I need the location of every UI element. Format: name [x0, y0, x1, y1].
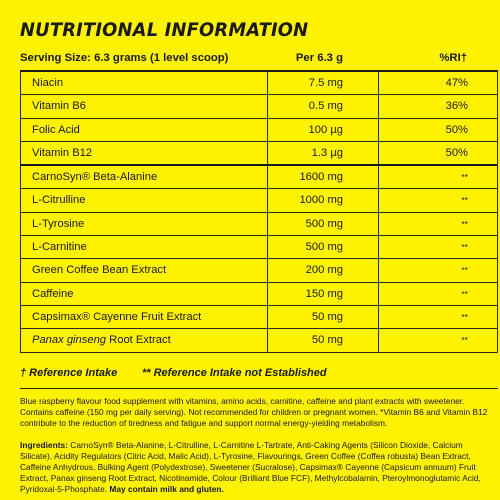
nutrition-panel — [20, 16, 498, 495]
allergen-warning: May contain milk and gluten. — [109, 483, 224, 494]
nutrient-name: Vitamin B6 — [32, 100, 86, 113]
ri-header: %RI† — [439, 52, 467, 64]
nutrient-amount: 1.3 µg — [311, 146, 343, 159]
ingredients-label: Ingredients: — [20, 439, 68, 450]
nutrient-name: L-Carnitine — [32, 241, 87, 254]
table-row — [20, 259, 498, 282]
nutrient-amount: 500 mg — [305, 241, 343, 254]
nutrient-name: Green Coffee Bean Extract — [32, 264, 167, 277]
nutrient-name-rest: Root Extract — [106, 334, 171, 347]
nutrient-ri: 50% — [445, 123, 468, 136]
nutrient-ri: ** — [461, 288, 468, 299]
nutrient-name-italic: Panax ginseng — [32, 334, 107, 347]
footnote-ri: † Reference Intake — [20, 366, 118, 379]
serving-size: Serving Size: 6.3 grams (1 level scoop) — [20, 52, 229, 64]
nutrient-amount: 200 mg — [305, 264, 343, 277]
nutrient-name: CarnoSyn® Beta-Alanine — [32, 171, 158, 184]
nutrient-amount: 500 mg — [305, 217, 343, 230]
table-row — [20, 95, 498, 118]
table-row — [20, 213, 498, 236]
panel-title: NUTRITIONAL INFORMATION — [20, 19, 309, 41]
nutrient-amount: 50 mg — [311, 334, 343, 347]
nutrient-ri: ** — [461, 195, 468, 206]
nutrient-name: Folic Acid — [32, 123, 80, 136]
nutrient-name: Capsimax® Cayenne Fruit Extract — [32, 310, 202, 323]
footnotes — [20, 367, 498, 385]
footnote-not-established: ** Reference Intake not Established — [142, 366, 327, 379]
nutrition-table — [20, 72, 498, 353]
table-row — [20, 72, 498, 95]
nutrient-ri: 47% — [445, 77, 468, 89]
nutrient-ri: ** — [461, 311, 468, 322]
nutrient-name: Niacin — [32, 77, 64, 89]
nutrient-amount: 1600 mg — [299, 171, 343, 184]
table-row — [20, 189, 498, 212]
nutrient-ri: ** — [461, 172, 468, 183]
nutrient-ri: ** — [461, 242, 468, 253]
ingredients — [20, 440, 490, 495]
nutrient-ri: 36% — [445, 100, 468, 113]
table-row — [20, 166, 498, 189]
nutrient-amount: 100 µg — [308, 123, 343, 136]
table-row — [20, 283, 498, 306]
table-row — [20, 119, 498, 142]
table-row — [20, 306, 498, 329]
nutrient-name — [32, 334, 171, 346]
nutrient-ri: 50% — [445, 146, 468, 159]
table-row — [20, 329, 498, 352]
product-description: Blue raspberry flavour food supplement with vitamins, amino acids, carnitine, caffeine and plant extracts with sweetener. Contains caffeine (150 mg per daily serving). Not recommended for children or pregnant women. *Vitamin B6 and Vitamin B12 contribute to the reduction of tiredness and fatigue and support normal energy-yielding metabolism. — [20, 395, 488, 428]
nutrient-ri: ** — [461, 335, 468, 346]
nutrient-name: Vitamin B12 — [32, 146, 93, 159]
table-row — [20, 142, 498, 166]
nutrient-amount: 50 mg — [311, 310, 343, 323]
nutrient-name: L-Tyrosine — [32, 217, 85, 230]
nutrient-amount: 0.5 mg — [308, 100, 343, 113]
nutrient-ri: ** — [461, 265, 468, 276]
divider — [20, 388, 498, 389]
nutrient-name: Caffeine — [32, 287, 74, 300]
nutrient-amount: 1000 mg — [299, 194, 343, 207]
nutrient-amount: 150 mg — [305, 287, 343, 300]
nutrient-name: L-Citrulline — [32, 194, 86, 207]
ingredients-text: CarnoSyn® Beta-Alanine, L-Citrulline, L-Carnitine L-Tartrate, Anti-Caking Agents (Silicon Dioxide, Calcium Silicate), Acidity Regulators (Citric Acid, Malic Acid), L-Tyrosine, Flavourings, Green Coffee (Coffea robusta) Bean Extract, Caffeine Anhydrous, Bulking Agent (Polydextrose), Sweetener (Sucralose), Capsimax® Cayenne (Capsicum annuum) Fruit Extract, Panax ginseng Root Extract, Nicotinamide, Colour (Brilliant Blue FCF), Methylcobalamin, Pteroylmonoglutamic Acid, Pyridoxal-5-Phosphate. — [20, 439, 481, 494]
per-serving-header: Per 6.3 g — [295, 52, 343, 64]
table-row — [20, 236, 498, 259]
nutrient-amount: 7.5 mg — [308, 77, 343, 89]
table-header — [20, 50, 498, 70]
nutrient-ri: ** — [461, 218, 468, 229]
